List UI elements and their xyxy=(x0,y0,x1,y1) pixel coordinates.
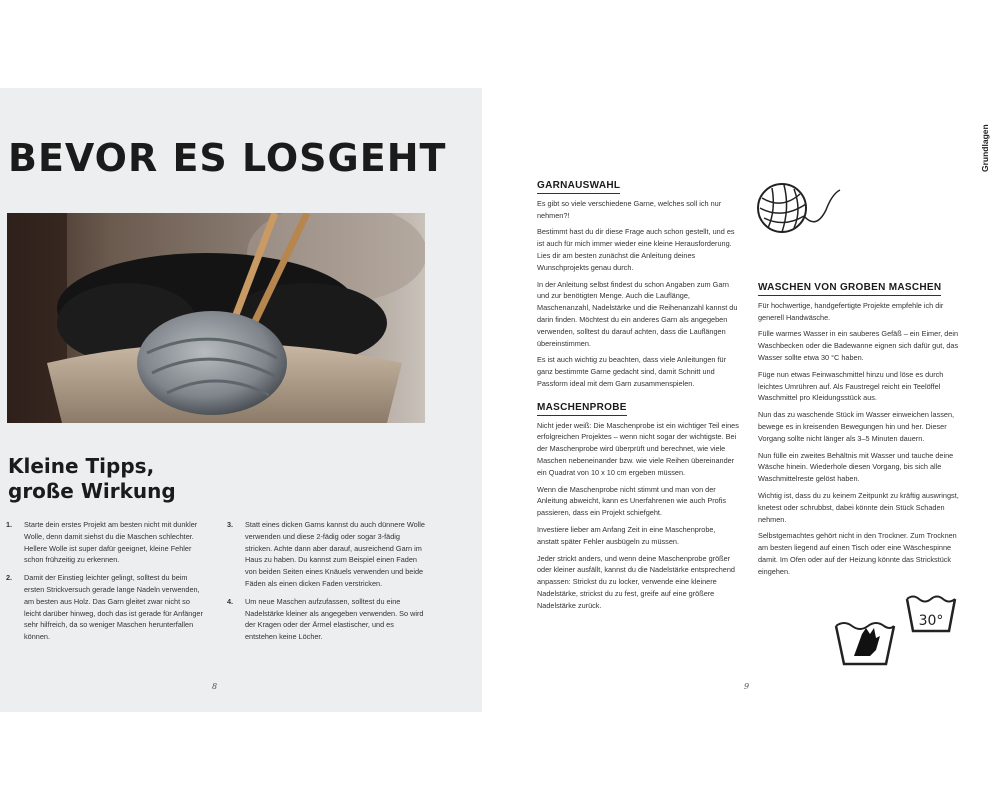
waschen-paragraph: Fülle warmes Wasser in ein sauberes Gefäß – ein Eimer, dein Waschbecken oder die Badewanne eignen sich dafür gut, das Wasser sollte etwa 30 °C haben. xyxy=(758,329,959,362)
tip-item xyxy=(6,519,206,566)
tips-list-left xyxy=(6,519,206,649)
waschen-paragraph: Selbstgemachtes gehört nicht in den Trockner. Zum Trocknen am besten liegend auf einen Tisch oder eine Wäschespinne damit. Im Ofen oder auf der Heizung könnte das Strickstück eingehen. xyxy=(758,531,957,576)
waschen-paragraph: Für hochwertige, handgefertigte Projekte empfehle ich dir generell Handwäsche. xyxy=(758,300,944,322)
yarn-basket-image xyxy=(7,213,425,423)
tip-number: 3. xyxy=(227,520,234,529)
tip-item xyxy=(6,572,206,643)
waschen-paragraph: Füge nun etwas Feinwaschmittel hinzu und löse es durch leichtes Umrühren auf. Als Faustregel reicht ein Teelöffel Waschmittel pro Kleidungsstück aus. xyxy=(758,369,944,403)
column-right xyxy=(758,282,966,583)
page-number-left: 8 xyxy=(212,682,218,691)
tip-number: 2. xyxy=(6,573,13,583)
garnauswahl-paragraph: Es ist auch wichtig zu beachten, dass viele Anleitungen für ganz bestimmte Garne gedacht sind, damit Schnitt und Passform ideal mit dem Garn zusammenspielen. xyxy=(537,355,727,388)
garnauswahl-heading: GARNAUSWAHL xyxy=(537,180,620,194)
tip-text: Starte dein erstes Projekt am besten nicht mit dunkler Wolle, denn damit siehst du die Maschen schlechter. Hellere Wolle ist super dafür geeignet, kleine Fehler schon frühzeitig zu erkennen. xyxy=(24,520,198,565)
maschenprobe-heading: MASCHENPROBE xyxy=(537,402,627,416)
tips-list-right xyxy=(227,519,427,649)
right-page xyxy=(482,88,1000,712)
garnauswahl-paragraph: In der Anleitung selbst findest du schon Angaben zum Garn und zur benötigten Menge. Auch die Lauflänge, Maschenanzahl, Nadelstärke und die Reihenanzahl kannst du darin finden. Möchtest du ein anderes Garn als angegeben verwenden, solltest du darauf achten, dass die Lauflängen übereinstimmen. xyxy=(537,279,738,348)
maschenprobe-paragraph: Jeder strickt anders, und wenn deine Maschenprobe größer oder kleiner ausfällt, kannst du die Nadelstärke entsprechend anpassen: Strickst du zu locker, verwende eine kleinere Nadelstärke, strickst du zu fest, greife auf eine größere Nadelstärke zurück. xyxy=(537,553,735,610)
yarn-ball-icon xyxy=(754,180,844,236)
page-title: BEVOR ES LOSGEHT xyxy=(8,136,447,180)
tip-text: Um neue Maschen aufzufassen, solltest du eine Nadelstärke kleiner als angegeben verwenden. So wird der Kragen oder der Ärmel elastischer, und es entstehen keine Löcher. xyxy=(245,596,424,642)
tip-text: Damit der Einstieg leichter gelingt, solltest du beim ersten Strickversuch gerade lange Nadeln verwenden, am besten aus Holz. Das Garn gleitet zwar nicht so leicht darüber hinweg, doch das ist gerade für Anfänger sehr hilfreich, da so weniger Maschen herunterfallen können. xyxy=(24,573,203,642)
tip-number: 1. xyxy=(6,520,13,529)
waschen-paragraph: Wichtig ist, dass du zu keinem Zeitpunkt zu kräftig auswringst, knetest oder schrubbst, dabei könnte dein Stück Schaden nehmen. xyxy=(758,490,959,524)
left-page xyxy=(0,88,482,712)
handwash-icon xyxy=(832,616,898,668)
page-number-right: 9 xyxy=(744,682,750,691)
waschen-paragraph: Nun das zu waschende Stück im Wasser einweichen lassen, bewege es in kreisenden Bewegungen hin und her. Dieser Vorgang sollte nicht länger als 3–5 Minuten dauern. xyxy=(758,410,955,443)
tip-number: 4. xyxy=(227,596,234,606)
tip-text: Statt eines dicken Garns kannst du auch dünnere Wolle verwenden und diese 2-fädig oder sogar 3-fädig stricken. Achte dann aber darauf, ausreichend Garn im Haus zu haben. Du kannst zum Beispiel einen Faden von beiden Seiten eines Knäuels verwenden und beide Fäden als einen dicken Faden verstricken. xyxy=(245,520,425,588)
wash-30-icon xyxy=(904,593,958,635)
tips-heading-line2: große Wirkung xyxy=(8,479,176,503)
garnauswahl-paragraph: Bestimmt hast du dir diese Frage auch schon gestellt, und es ist auch für mich immer wieder eine kleine Herausforderung. Lies dir am besten zunächst die Anleitung deines Wunschprojekts genau durch. xyxy=(537,227,735,272)
tips-heading-line1: Kleine Tipps, xyxy=(8,454,155,478)
maschenprobe-paragraph: Investiere lieber am Anfang Zeit in eine Maschenprobe, anstatt später Fehler ausbügeln zu müssen. xyxy=(537,524,716,546)
waschen-paragraph: Nun fülle ein zweites Behältnis mit Wasser und tauche deine Wäsche hinein. Wiederhole diesen Vorgang, bis sich alle Waschmittelreste gelöst haben. xyxy=(758,450,954,484)
tip-item xyxy=(227,519,427,590)
waschen-heading: WASCHEN VON GROBEN MASCHEN xyxy=(758,282,941,296)
maschenprobe-paragraph: Nicht jeder weiß: Die Maschenprobe ist ein wichtiger Teil eines erfolgreichen Projektes – wenn nicht sogar der wichtigste. Bei der Maschenprobe wird überprüft und berechnet, wie viele Maschen nebeneinander bzw. wie viele Reihen übereinander ein Quadrat von 10 x 10 cm ergeben müssen. xyxy=(537,420,739,477)
maschenprobe-paragraph: Wenn die Maschenprobe nicht stimmt und man von der Anleitung abweicht, kann es Unerfahrenen wie auch Profis passieren, dass ein Projekt schiefgeht. xyxy=(537,484,727,518)
garnauswahl-paragraph: Es gibt so viele verschiedene Garne, welches soll ich nur nehmen?! xyxy=(537,198,722,220)
tips-heading xyxy=(8,454,176,504)
wash-temperature-label: 30° xyxy=(918,613,944,629)
column-left xyxy=(537,180,739,617)
knitting-photo xyxy=(7,213,425,423)
tip-item xyxy=(227,596,427,643)
chapter-tab: Grundlagen xyxy=(980,124,990,172)
